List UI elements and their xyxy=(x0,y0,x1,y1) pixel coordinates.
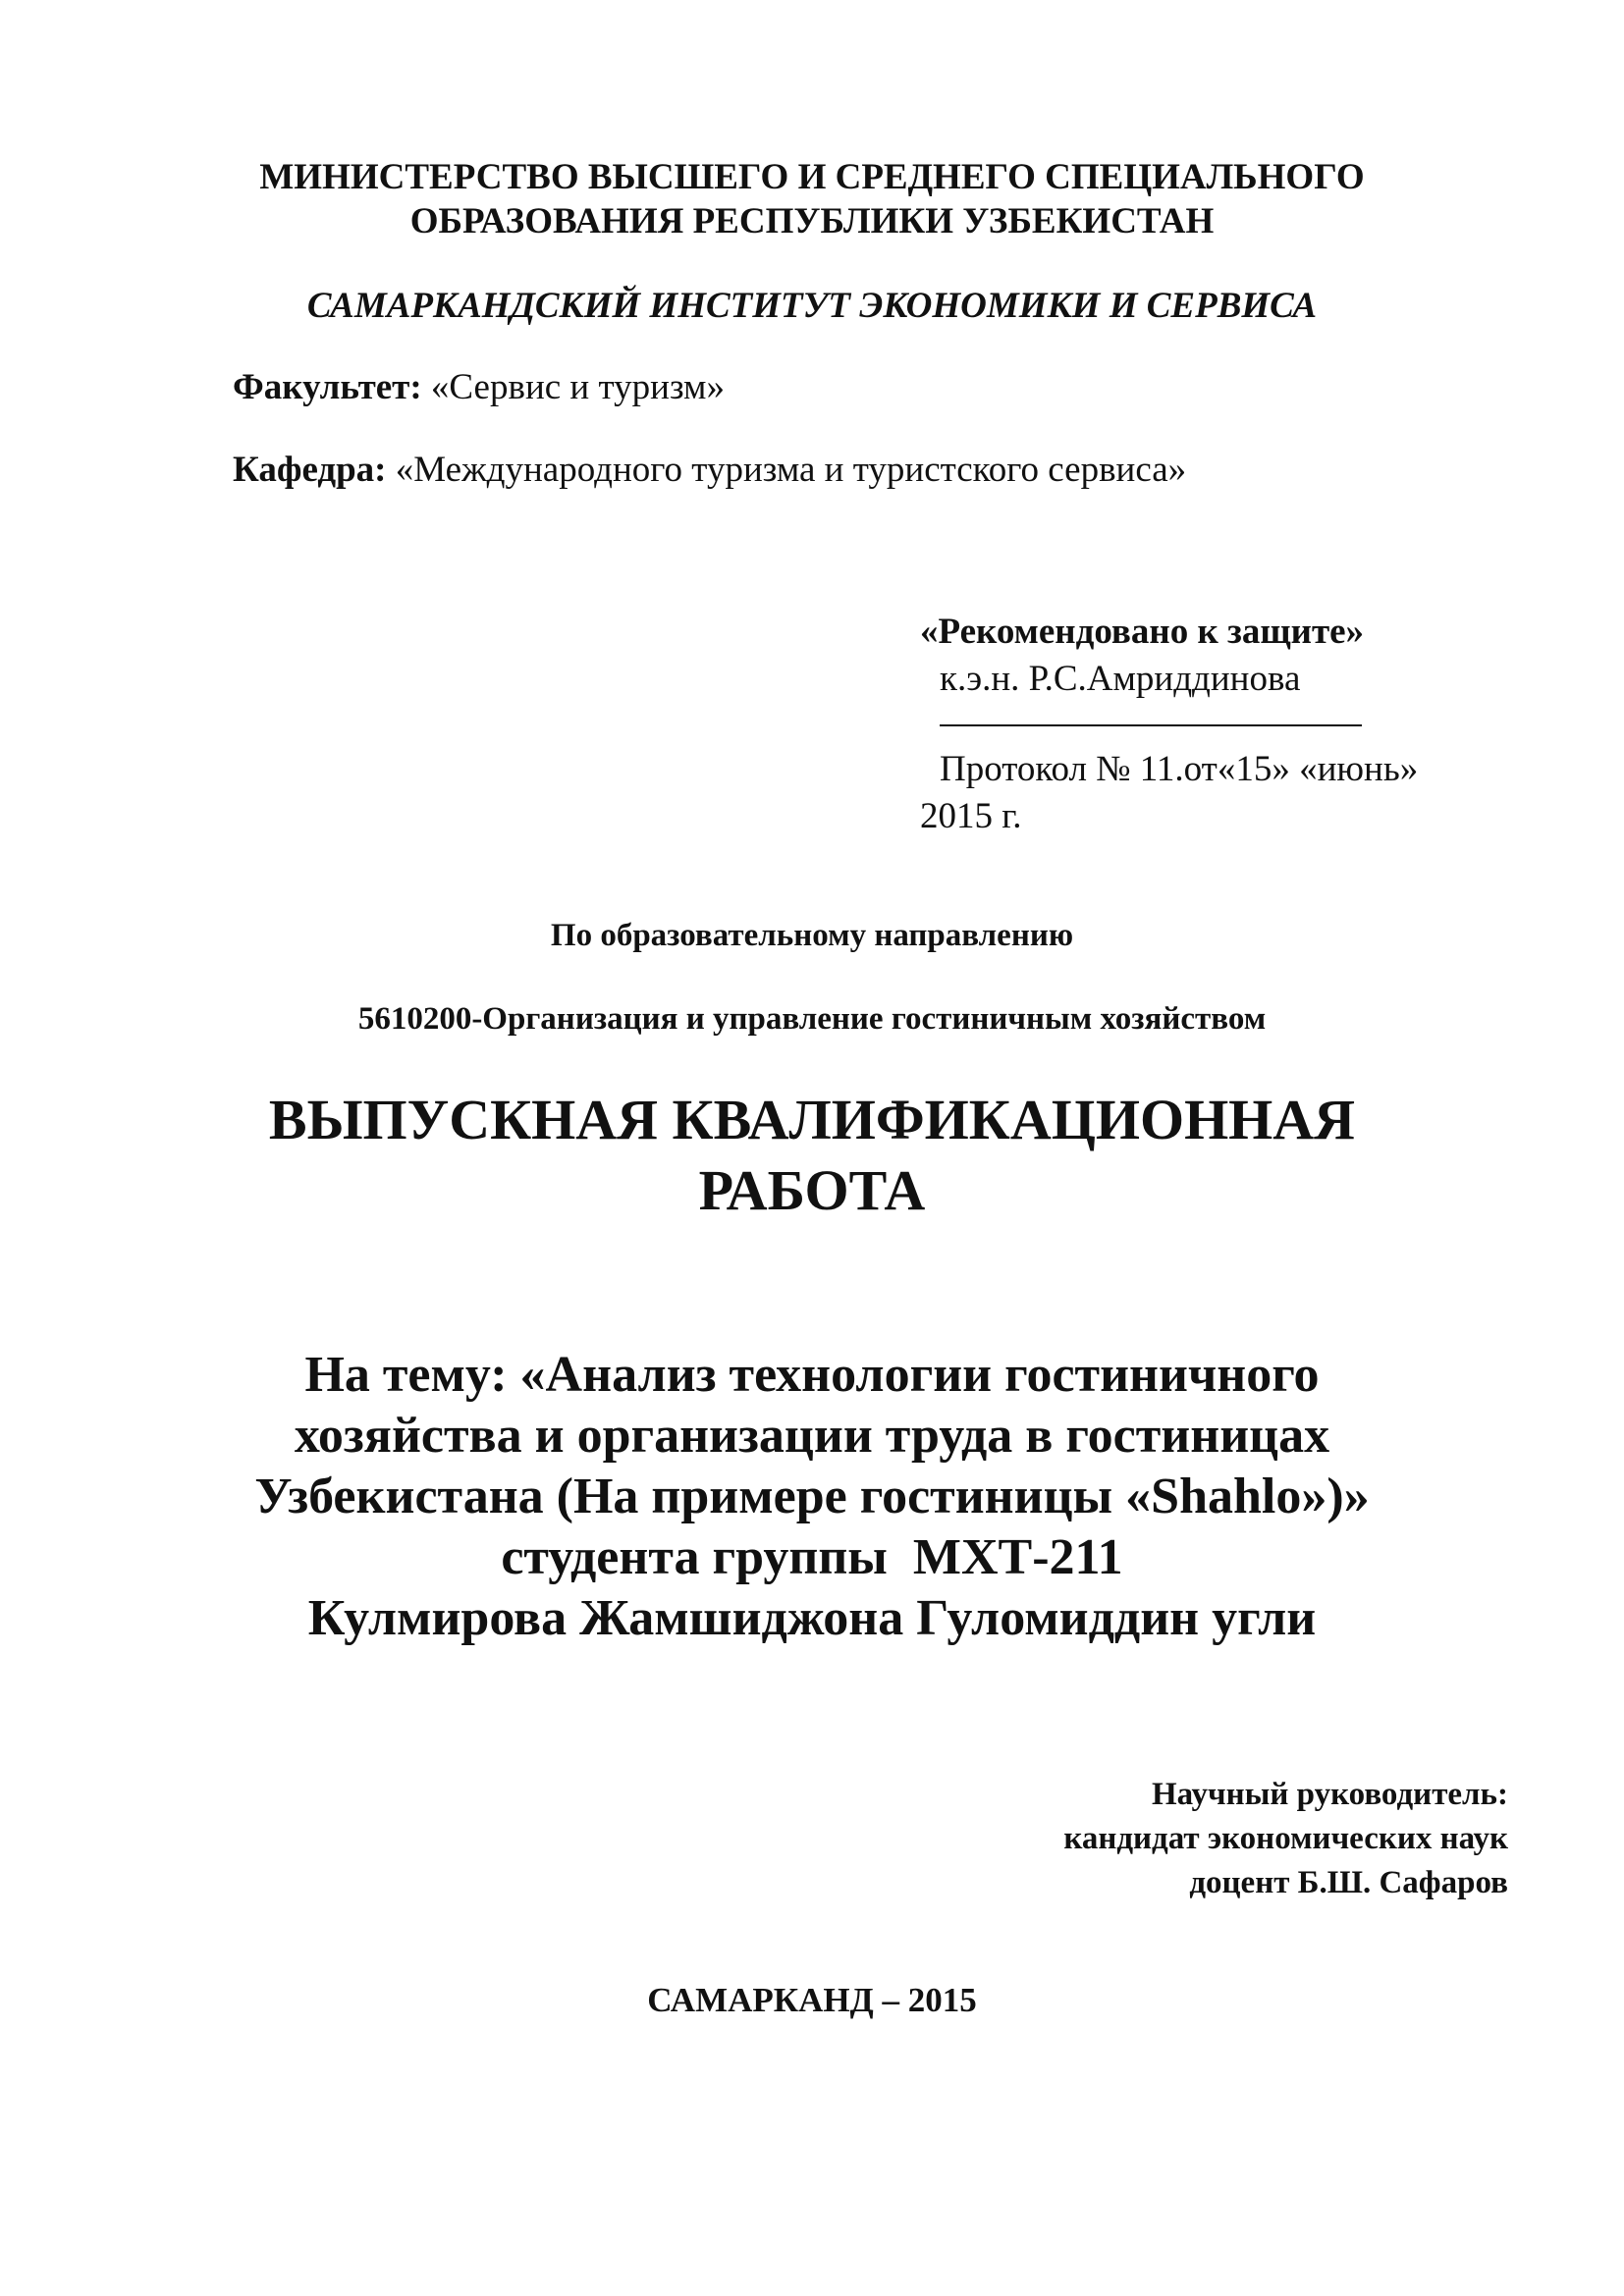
topic-block xyxy=(0,1345,1624,1649)
topic-line-2: хозяйства и организации труда в гостиницах xyxy=(294,1408,1330,1464)
faculty-value: «Сервис и туризм» xyxy=(430,367,725,407)
city-year: САМАРКАНД – 2015 xyxy=(647,1981,977,2019)
institute-name: САМАРКАНДСКИЙ ИНСТИТУТ ЭКОНОМИКИ И СЕРВИСА xyxy=(306,286,1318,326)
topic-line-3: Узбекистана (На примере гостиницы «Shahlo»)» xyxy=(254,1468,1370,1524)
ministry-line-1: МИНИСТЕРСТВО ВЫСШЕГО И СРЕДНЕГО СПЕЦИАЛЬНОГО xyxy=(259,157,1365,197)
faculty-label: Факультет: xyxy=(233,367,422,407)
recommendation-protocol: Протокол № 11.от«15» «июнь» xyxy=(940,749,1419,789)
topic-line-1: На тему: «Анализ технологии гостиничного xyxy=(304,1347,1320,1403)
department-value: «Международного туризма и туристского сервиса» xyxy=(395,450,1187,490)
supervisor-block xyxy=(1063,1773,1508,1905)
ministry-heading xyxy=(0,155,1624,243)
supervisor-name: доцент Б.Ш. Сафаров xyxy=(1189,1865,1508,1900)
work-title xyxy=(0,1085,1624,1226)
recommendation-year: 2015 г. xyxy=(920,796,1022,836)
work-title-line-1: ВЫПУСКНАЯ КВАЛИФИКАЦИОННАЯ xyxy=(268,1088,1356,1151)
recommendation-approver: к.э.н. Р.С.Амриддинова xyxy=(940,659,1301,699)
student-group: студента группы МХТ-211 xyxy=(501,1529,1123,1585)
recommendation-title: «Рекомендовано к защите» xyxy=(920,612,1365,652)
department-line xyxy=(233,449,1186,491)
supervisor-degree: кандидат экономических наук xyxy=(1063,1821,1508,1856)
department-label: Кафедра: xyxy=(233,450,387,490)
supervisor-label: Научный руководитель: xyxy=(1152,1777,1508,1812)
direction-label: По образовательному направлению xyxy=(550,918,1074,953)
faculty-line xyxy=(233,366,725,408)
signature-line xyxy=(940,724,1362,726)
direction-code: 5610200-Организация и управление гостиничным хозяйством xyxy=(357,1001,1267,1037)
work-title-line-2: РАБОТА xyxy=(698,1158,926,1222)
recommendation-block xyxy=(920,609,1548,840)
ministry-line-2: ОБРАЗОВАНИЯ РЕСПУБЛИКИ УЗБЕКИСТАН xyxy=(409,201,1215,241)
student-name: Кулмирова Жамшиджона Гуломиддин угли xyxy=(307,1590,1317,1646)
